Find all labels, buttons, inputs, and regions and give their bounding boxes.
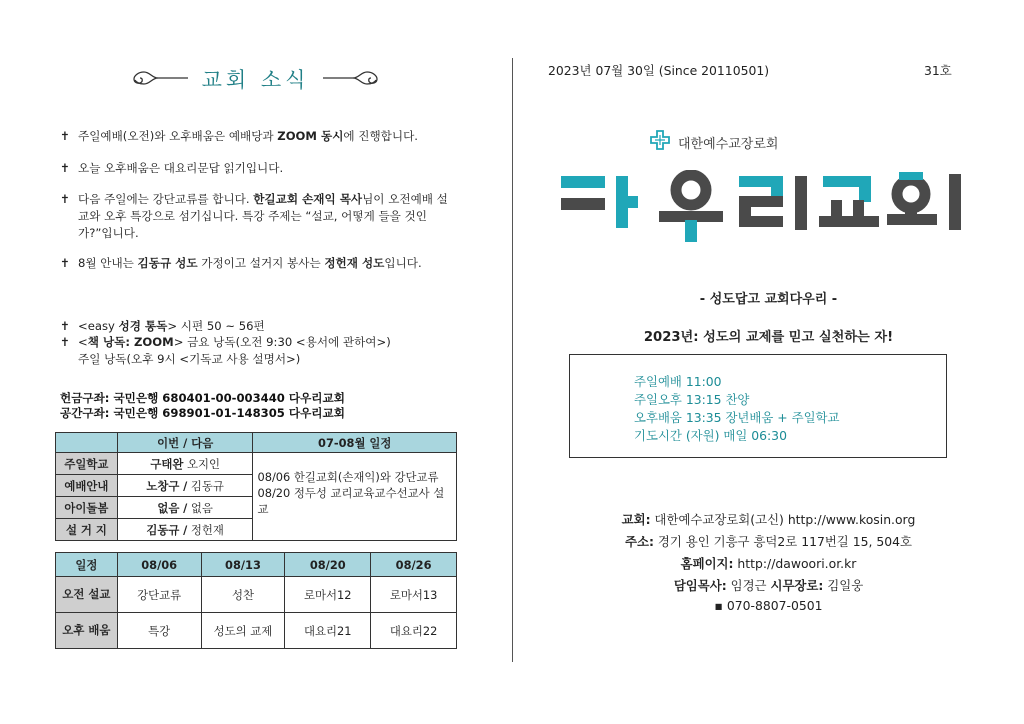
schedule-line: 주일오후 13:15 찬양: [634, 392, 750, 407]
duty-cell: 구태완 오지인: [117, 453, 253, 475]
news-item: ✝ 다음 주일에는 강단교류를 합니다. 한길교회 손재익 목사님이 오전예배 설교와 오후 특강으로 섬기십니다. 특강 주제는 “설교, 어떻게 들을 것인가?”입니다.: [60, 192, 448, 240]
plan-header-label: 일정: [56, 553, 118, 577]
offering-account: 헌금구좌: 국민은행 680401-00-003440 다우리교회: [60, 391, 345, 405]
right-page: [513, 0, 1024, 724]
plan-row-label: 오전 설교: [56, 577, 118, 613]
plan-cell: 대요리22: [371, 613, 457, 649]
duty-label: 예배안내: [56, 475, 118, 497]
duty-cell: 김동규 / 정헌재: [117, 519, 253, 541]
duty-header-now: 이번 / 다음: [117, 433, 253, 453]
homepage-info: 홈페이지: http://dawoori.or.kr: [680, 556, 857, 571]
plan-cell: 성도의 교제: [201, 613, 285, 649]
plan-date: 08/06: [117, 553, 201, 577]
news-item: ✝ <easy 성경 통독> 시편 50 ~ 56편: [60, 319, 265, 333]
plan-date: 08/26: [371, 553, 457, 577]
church-logo: [561, 170, 991, 252]
plan-cell: 특강: [117, 613, 201, 649]
cross-bullet-icon: ✝: [60, 335, 70, 349]
pastor-info: 담임목사: 임경근 시무장로: 김일웅: [673, 578, 864, 593]
duty-label: 아이돌봄: [56, 497, 118, 519]
news-title-banner: [128, 62, 383, 94]
plan-cell: 로마서13: [371, 577, 457, 613]
left-scroll-ornament-icon: [128, 68, 190, 88]
duty-label: 주일학교: [56, 453, 118, 475]
news-item: ✝ 주일예배(오전)와 오후배움은 예배당과 ZOOM 동시에 진행합니다.: [60, 129, 418, 143]
news-title: 교회 소식: [201, 68, 310, 92]
plan-row-label: 오후 배움: [56, 613, 118, 649]
duty-cell: 노창구 / 김동규: [117, 475, 253, 497]
worship-schedule-box: [569, 354, 947, 458]
church-motto: - 성도답고 교회다우리 -: [699, 292, 838, 307]
schedule-line: 주일예배 11:00: [634, 374, 722, 389]
denomination-name: 대한예수교장로회: [678, 137, 779, 152]
news-item: ✝ <책 낭독: ZOOM> 금요 낭독(오전 9:30 <용서에 관하여>) 주일 낭독(오후 9시 <기독교 사용 설명서>): [60, 335, 391, 366]
plan-table: [55, 552, 457, 649]
plan-cell: 대요리21: [285, 613, 371, 649]
phone-info: ▪ 070-8807-0501: [714, 598, 823, 613]
church-info: 교회: 대한예수교장로회(고신) http://www.kosin.org: [621, 512, 916, 527]
plan-cell: 로마서12: [285, 577, 371, 613]
cross-bullet-icon: ✝: [60, 319, 70, 333]
issue-date: 2023년 07월 30일 (Since 20110501): [548, 63, 770, 78]
cross-bullet-icon: ✝: [60, 192, 70, 206]
space-account: 공간구좌: 국민은행 698901-01-148305 다우리교회: [60, 406, 345, 420]
duty-cell: 없음 / 없음: [117, 497, 253, 519]
right-scroll-ornament-icon: [321, 68, 383, 88]
denomination-cross-icon: [650, 130, 670, 150]
schedule-line: 오후배움 13:35 장년배움 + 주일학교: [634, 410, 840, 425]
news-item: ✝ 8월 안내는 김동규 성도 가정이고 설거지 봉사는 정헌재 성도입니다.: [60, 256, 422, 270]
cross-bullet-icon: ✝: [60, 161, 70, 175]
duty-table-corner: [56, 433, 118, 453]
schedule-line: 기도시간 (자원) 매일 06:30: [634, 428, 787, 443]
cross-bullet-icon: ✝: [60, 256, 70, 270]
address-info: 주소: 경기 용인 기흥구 흥덕2로 117번길 15, 504호: [625, 534, 912, 549]
plan-cell: 강단교류: [117, 577, 201, 613]
duty-table: [55, 432, 457, 541]
year-theme: 2023년: 성도의 교제를 믿고 실천하는 자!: [643, 330, 894, 345]
schedule-notes: 08/06 한길교회(손재익)와 강단교류 08/20 정두성 교리교육교수선교사 설교: [253, 453, 457, 541]
duty-header-schedule: 07-08월 일정: [253, 433, 457, 453]
plan-date: 08/13: [201, 553, 285, 577]
cross-bullet-icon: ✝: [60, 129, 70, 143]
plan-date: 08/20: [285, 553, 371, 577]
issue-number: 31호: [924, 63, 952, 78]
news-item: ✝ 오늘 오후배움은 대요리문답 읽기입니다.: [60, 161, 284, 175]
duty-label: 설 거 지: [56, 519, 118, 541]
plan-cell: 성찬: [201, 577, 285, 613]
